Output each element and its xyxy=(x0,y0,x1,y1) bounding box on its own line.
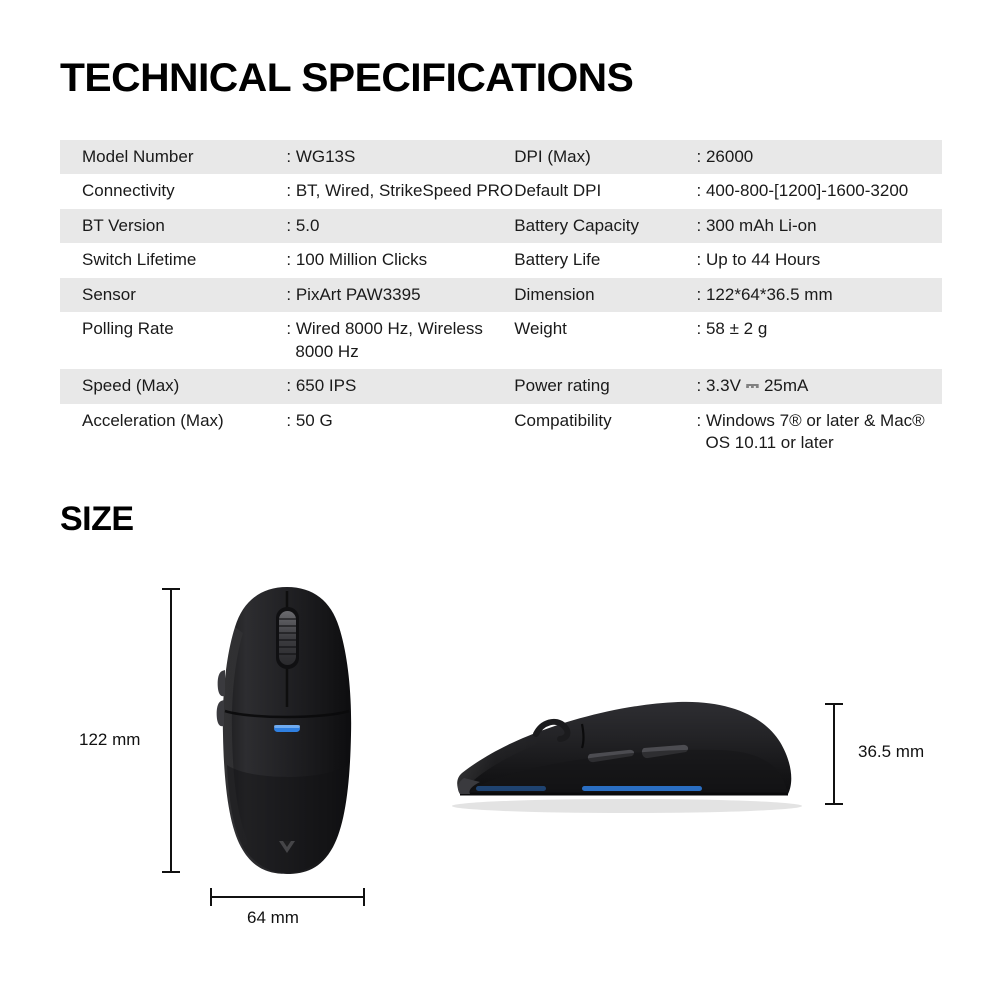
spec-label: Compatibility xyxy=(514,410,612,430)
spec-label: Power rating xyxy=(514,376,610,396)
spec-value xyxy=(286,243,514,277)
table-row xyxy=(60,174,942,208)
spec-label: BT Version xyxy=(82,215,165,235)
spec-label: Polling Rate xyxy=(82,319,174,339)
spec-value-text: : 58 ± 2 g xyxy=(696,319,768,339)
spec-value-text: : PixArt PAW3395 xyxy=(286,284,421,304)
table-row xyxy=(60,140,942,174)
spec-label: Switch Lifetime xyxy=(82,250,197,270)
table-row xyxy=(60,369,942,403)
page-title: TECHNICAL SPECIFICATIONS xyxy=(60,56,634,100)
spec-value-text: : BT, Wired, StrikeSpeed PRO xyxy=(286,181,514,201)
spec-label: Battery Capacity xyxy=(514,215,640,235)
spec-value xyxy=(286,140,514,174)
mouse-side-view-image xyxy=(432,690,812,815)
spec-value-text: : 50 G xyxy=(286,410,333,430)
mouse-top-view-image xyxy=(205,585,370,875)
spec-value xyxy=(697,312,942,369)
spec-value-text: : 400-800-[1200]-1600-3200 xyxy=(696,181,909,201)
spec-value xyxy=(697,243,942,277)
spec-value xyxy=(286,404,514,461)
spec-label: Battery Life xyxy=(514,250,601,270)
height-dimension-line xyxy=(833,703,835,805)
spec-value xyxy=(697,140,942,174)
table-row xyxy=(60,209,942,243)
spec-label: Acceleration (Max) xyxy=(82,410,224,430)
length-dimension-label: 122 mm xyxy=(79,730,141,749)
spec-value xyxy=(697,404,942,461)
spec-value-text: : Wired 8000 Hz, Wireless 8000 Hz xyxy=(286,319,483,361)
spec-value-text: : 122*64*36.5 mm xyxy=(696,284,833,304)
spec-value xyxy=(697,174,942,208)
specifications-table xyxy=(60,140,942,460)
spec-value xyxy=(286,369,514,403)
spec-label: Speed (Max) xyxy=(82,376,180,396)
specifications-table-body xyxy=(60,140,942,460)
spec-label: Model Number xyxy=(82,147,194,166)
spec-value xyxy=(697,278,942,312)
height-dimension-label: 36.5 mm xyxy=(858,742,925,761)
spec-value-text: : 650 IPS xyxy=(286,376,357,396)
spec-label: DPI (Max) xyxy=(514,147,591,166)
spec-label: Connectivity xyxy=(82,181,175,201)
spec-value-text: : 5.0 xyxy=(286,215,320,235)
table-row xyxy=(60,404,942,461)
width-dimension-label: 64 mm xyxy=(247,908,299,927)
spec-value-text: : Windows 7® or later & Mac® OS 10.11 or later xyxy=(696,410,925,452)
size-section-title: SIZE xyxy=(60,500,134,538)
spec-value-text: : 100 Million Clicks xyxy=(286,250,428,270)
spec-value xyxy=(697,209,942,243)
length-dimension-line xyxy=(170,588,172,873)
width-dimension-line xyxy=(210,896,365,898)
spec-value-text: : WG13S xyxy=(286,147,356,166)
spec-value xyxy=(286,312,514,369)
table-row xyxy=(60,312,942,369)
spec-value xyxy=(286,278,514,312)
spec-label: Default DPI xyxy=(514,181,602,201)
spec-label: Dimension xyxy=(514,284,595,304)
spec-value xyxy=(286,209,514,243)
table-row xyxy=(60,243,942,277)
spec-value xyxy=(697,369,942,403)
spec-value-text: : 3.3V ⎓ 25mA xyxy=(696,376,809,396)
spec-value-text: : 26000 xyxy=(696,147,754,166)
spec-value-text: : 300 mAh Li-on xyxy=(696,215,817,235)
spec-value-text: : Up to 44 Hours xyxy=(696,250,821,270)
table-row xyxy=(60,278,942,312)
spec-value xyxy=(286,174,514,208)
spec-label: Sensor xyxy=(82,284,136,304)
spec-label: Weight xyxy=(514,319,567,339)
